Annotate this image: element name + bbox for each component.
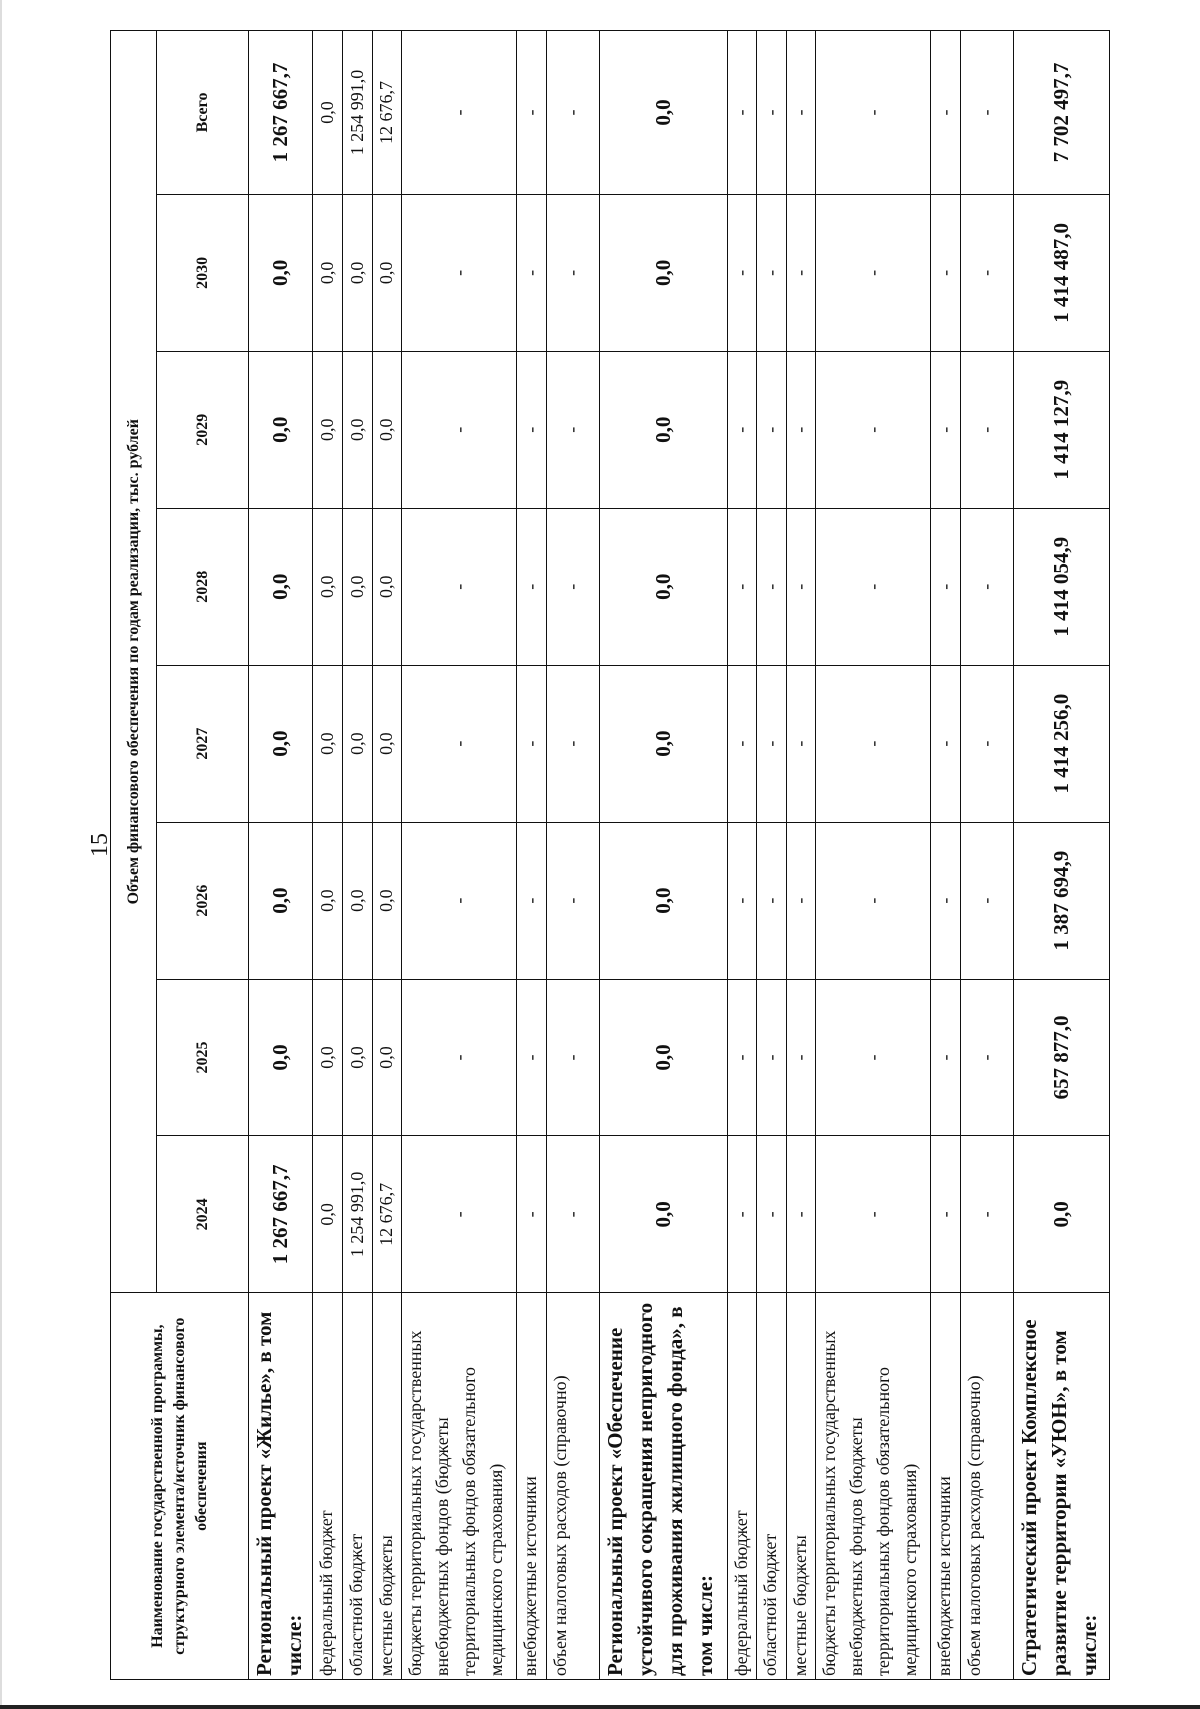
cell-value: 0,0	[343, 194, 373, 351]
row-name: федеральный бюджет	[313, 1293, 343, 1680]
row-name: внебюджетные источники	[517, 1293, 547, 1680]
cell-value: -	[931, 979, 961, 1136]
year-header: 2030	[157, 194, 249, 351]
cell-value: -	[960, 979, 1013, 1136]
cell-value: -	[960, 351, 1013, 508]
cell-value: 1 414 256,0	[1013, 665, 1109, 822]
row-name: Региональный проект «Жилье», в том числе:	[249, 1293, 313, 1680]
row-name: внебюджетные источники	[931, 1293, 961, 1680]
cell-value: -	[786, 31, 816, 195]
cell-value: 0,0	[599, 31, 727, 195]
cell-value: 0,0	[599, 194, 727, 351]
row-name: бюджеты территориальных государственных внебюджетных фондов (бюджеты территориальных фондов обязательного медицинского страхования)	[402, 1293, 517, 1680]
cell-value: -	[727, 822, 757, 979]
scan-edge-left	[0, 0, 2, 1709]
row-name: федеральный бюджет	[727, 1293, 757, 1680]
cell-value: -	[931, 31, 961, 195]
table-row	[313, 31, 343, 1680]
row-name: местные бюджеты	[786, 1293, 816, 1680]
cell-value: -	[786, 351, 816, 508]
year-header: 2028	[157, 508, 249, 665]
cell-value: -	[402, 1136, 517, 1293]
row-name: областной бюджет	[343, 1293, 373, 1680]
table-row	[343, 31, 373, 1680]
table-body	[249, 31, 1110, 1680]
cell-value: 0,0	[372, 822, 402, 979]
cell-value: -	[960, 194, 1013, 351]
cell-value: 657 877,0	[1013, 979, 1109, 1136]
cell-value: -	[727, 979, 757, 1136]
cell-value: -	[402, 979, 517, 1136]
table-row	[727, 31, 757, 1680]
cell-value: -	[402, 665, 517, 822]
cell-value: -	[960, 665, 1013, 822]
cell-value: -	[757, 508, 787, 665]
table-row	[599, 31, 727, 1680]
cell-value: -	[517, 508, 547, 665]
cell-value: -	[757, 1136, 787, 1293]
cell-value: -	[546, 508, 599, 665]
cell-value: 0,0	[343, 351, 373, 508]
cell-value: 1 254 991,0	[343, 1136, 373, 1293]
cell-value: 0,0	[249, 665, 313, 822]
cell-value: -	[517, 979, 547, 1136]
cell-value: -	[816, 31, 931, 195]
year-header: 2029	[157, 351, 249, 508]
scan-edge-bottom	[0, 1705, 1200, 1709]
rotated-table-container	[110, 30, 1110, 1680]
cell-value: 0,0	[313, 822, 343, 979]
table-row	[249, 31, 313, 1680]
cell-value: -	[960, 1136, 1013, 1293]
cell-value: 0,0	[249, 979, 313, 1136]
cell-value: -	[786, 665, 816, 822]
cell-value: -	[931, 508, 961, 665]
cell-value: -	[402, 31, 517, 195]
cell-value: 1 387 694,9	[1013, 822, 1109, 979]
cell-value: -	[727, 194, 757, 351]
cell-value: 0,0	[599, 979, 727, 1136]
cell-value: -	[816, 508, 931, 665]
year-header: 2026	[157, 822, 249, 979]
table-row	[960, 31, 1013, 1680]
cell-value: 0,0	[313, 665, 343, 822]
row-name: объем налоговых расходов (справочно)	[960, 1293, 1013, 1680]
cell-value: 1 267 667,7	[249, 1136, 313, 1293]
row-name: Региональный проект «Обеспечение устойчивого сокращения непригодного для проживания жилищного фонда», в том числе:	[599, 1293, 727, 1680]
row-name: бюджеты территориальных государственных внебюджетных фондов (бюджеты территориальных фондов обязательного медицинского страхования)	[816, 1293, 931, 1680]
header-group: Объем финансового обеспечения по годам реализации, тыс. рублей	[111, 31, 157, 1293]
cell-value: -	[517, 1136, 547, 1293]
cell-value: 0,0	[249, 351, 313, 508]
cell-value: -	[546, 979, 599, 1136]
cell-value: -	[931, 822, 961, 979]
cell-value: -	[727, 1136, 757, 1293]
cell-value: -	[757, 979, 787, 1136]
cell-value: 0,0	[249, 508, 313, 665]
table-row	[517, 31, 547, 1680]
year-header: 2024	[157, 1136, 249, 1293]
cell-value: -	[960, 822, 1013, 979]
cell-value: 0,0	[372, 665, 402, 822]
cell-value: -	[757, 31, 787, 195]
row-name: областной бюджет	[757, 1293, 787, 1680]
cell-value: 0,0	[249, 822, 313, 979]
cell-value: -	[546, 351, 599, 508]
cell-value: 12 676,7	[372, 31, 402, 195]
cell-value: 1 414 127,9	[1013, 351, 1109, 508]
row-name: объем налоговых расходов (справочно)	[546, 1293, 599, 1680]
cell-value: -	[402, 351, 517, 508]
header-name: Наименование государственной программы, структурного элемента/источник финансового обеспечения	[111, 1293, 249, 1680]
cell-value: 0,0	[599, 822, 727, 979]
cell-value: -	[816, 194, 931, 351]
cell-value: -	[402, 508, 517, 665]
cell-value: -	[727, 665, 757, 822]
row-name: местные бюджеты	[372, 1293, 402, 1680]
cell-value: -	[786, 1136, 816, 1293]
year-header: Всего	[157, 31, 249, 195]
row-name: Стратегический проект Комплексное развитие территории «УЮН», в том числе:	[1013, 1293, 1109, 1680]
cell-value: 0,0	[313, 508, 343, 665]
cell-value: -	[816, 351, 931, 508]
cell-value: -	[960, 508, 1013, 665]
cell-value: 0,0	[313, 979, 343, 1136]
cell-value: -	[517, 31, 547, 195]
cell-value: -	[727, 508, 757, 665]
cell-value: -	[757, 822, 787, 979]
table-row	[816, 31, 931, 1680]
table-row	[1013, 31, 1109, 1680]
cell-value: -	[931, 351, 961, 508]
financing-table	[110, 30, 1110, 1680]
cell-value: -	[517, 822, 547, 979]
cell-value: 0,0	[1013, 1136, 1109, 1293]
cell-value: 1 254 991,0	[343, 31, 373, 195]
cell-value: 0,0	[313, 194, 343, 351]
cell-value: 0,0	[599, 665, 727, 822]
cell-value: -	[546, 194, 599, 351]
table-row	[372, 31, 402, 1680]
cell-value: -	[931, 194, 961, 351]
cell-value: 0,0	[313, 31, 343, 195]
cell-value: -	[757, 194, 787, 351]
cell-value: -	[546, 31, 599, 195]
cell-value: 0,0	[343, 665, 373, 822]
cell-value: 1 267 667,7	[249, 31, 313, 195]
cell-value: 12 676,7	[372, 1136, 402, 1293]
cell-value: -	[727, 31, 757, 195]
cell-value: 0,0	[343, 979, 373, 1136]
cell-value: 0,0	[372, 194, 402, 351]
cell-value: 0,0	[313, 351, 343, 508]
table-row	[402, 31, 517, 1680]
cell-value: -	[786, 979, 816, 1136]
cell-value: 0,0	[599, 1136, 727, 1293]
cell-value: 1 414 487,0	[1013, 194, 1109, 351]
cell-value: -	[960, 31, 1013, 195]
cell-value: 7 702 497,7	[1013, 31, 1109, 195]
cell-value: 0,0	[372, 979, 402, 1136]
table-row	[786, 31, 816, 1680]
cell-value: 0,0	[343, 822, 373, 979]
table-row	[757, 31, 787, 1680]
cell-value: 0,0	[343, 508, 373, 665]
table-row	[931, 31, 961, 1680]
cell-value: -	[931, 665, 961, 822]
cell-value: -	[786, 194, 816, 351]
cell-value: -	[931, 1136, 961, 1293]
cell-value: -	[816, 665, 931, 822]
cell-value: -	[757, 351, 787, 508]
cell-value: 0,0	[372, 508, 402, 665]
cell-value: -	[786, 508, 816, 665]
cell-value: -	[546, 1136, 599, 1293]
cell-value: -	[517, 665, 547, 822]
cell-value: -	[517, 194, 547, 351]
cell-value: 0,0	[249, 194, 313, 351]
cell-value: 0,0	[599, 508, 727, 665]
cell-value: 0,0	[313, 1136, 343, 1293]
cell-value: 1 414 054,9	[1013, 508, 1109, 665]
cell-value: -	[546, 822, 599, 979]
year-header: 2027	[157, 665, 249, 822]
cell-value: -	[786, 822, 816, 979]
cell-value: -	[816, 979, 931, 1136]
year-header: 2025	[157, 979, 249, 1136]
cell-value: -	[727, 351, 757, 508]
table-row	[546, 31, 599, 1680]
cell-value: -	[402, 194, 517, 351]
cell-value: 0,0	[599, 351, 727, 508]
cell-value: -	[517, 351, 547, 508]
cell-value: -	[816, 822, 931, 979]
cell-value: -	[816, 1136, 931, 1293]
cell-value: -	[402, 822, 517, 979]
cell-value: 0,0	[372, 351, 402, 508]
cell-value: -	[757, 665, 787, 822]
page-number: 15	[87, 833, 113, 857]
cell-value: -	[546, 665, 599, 822]
